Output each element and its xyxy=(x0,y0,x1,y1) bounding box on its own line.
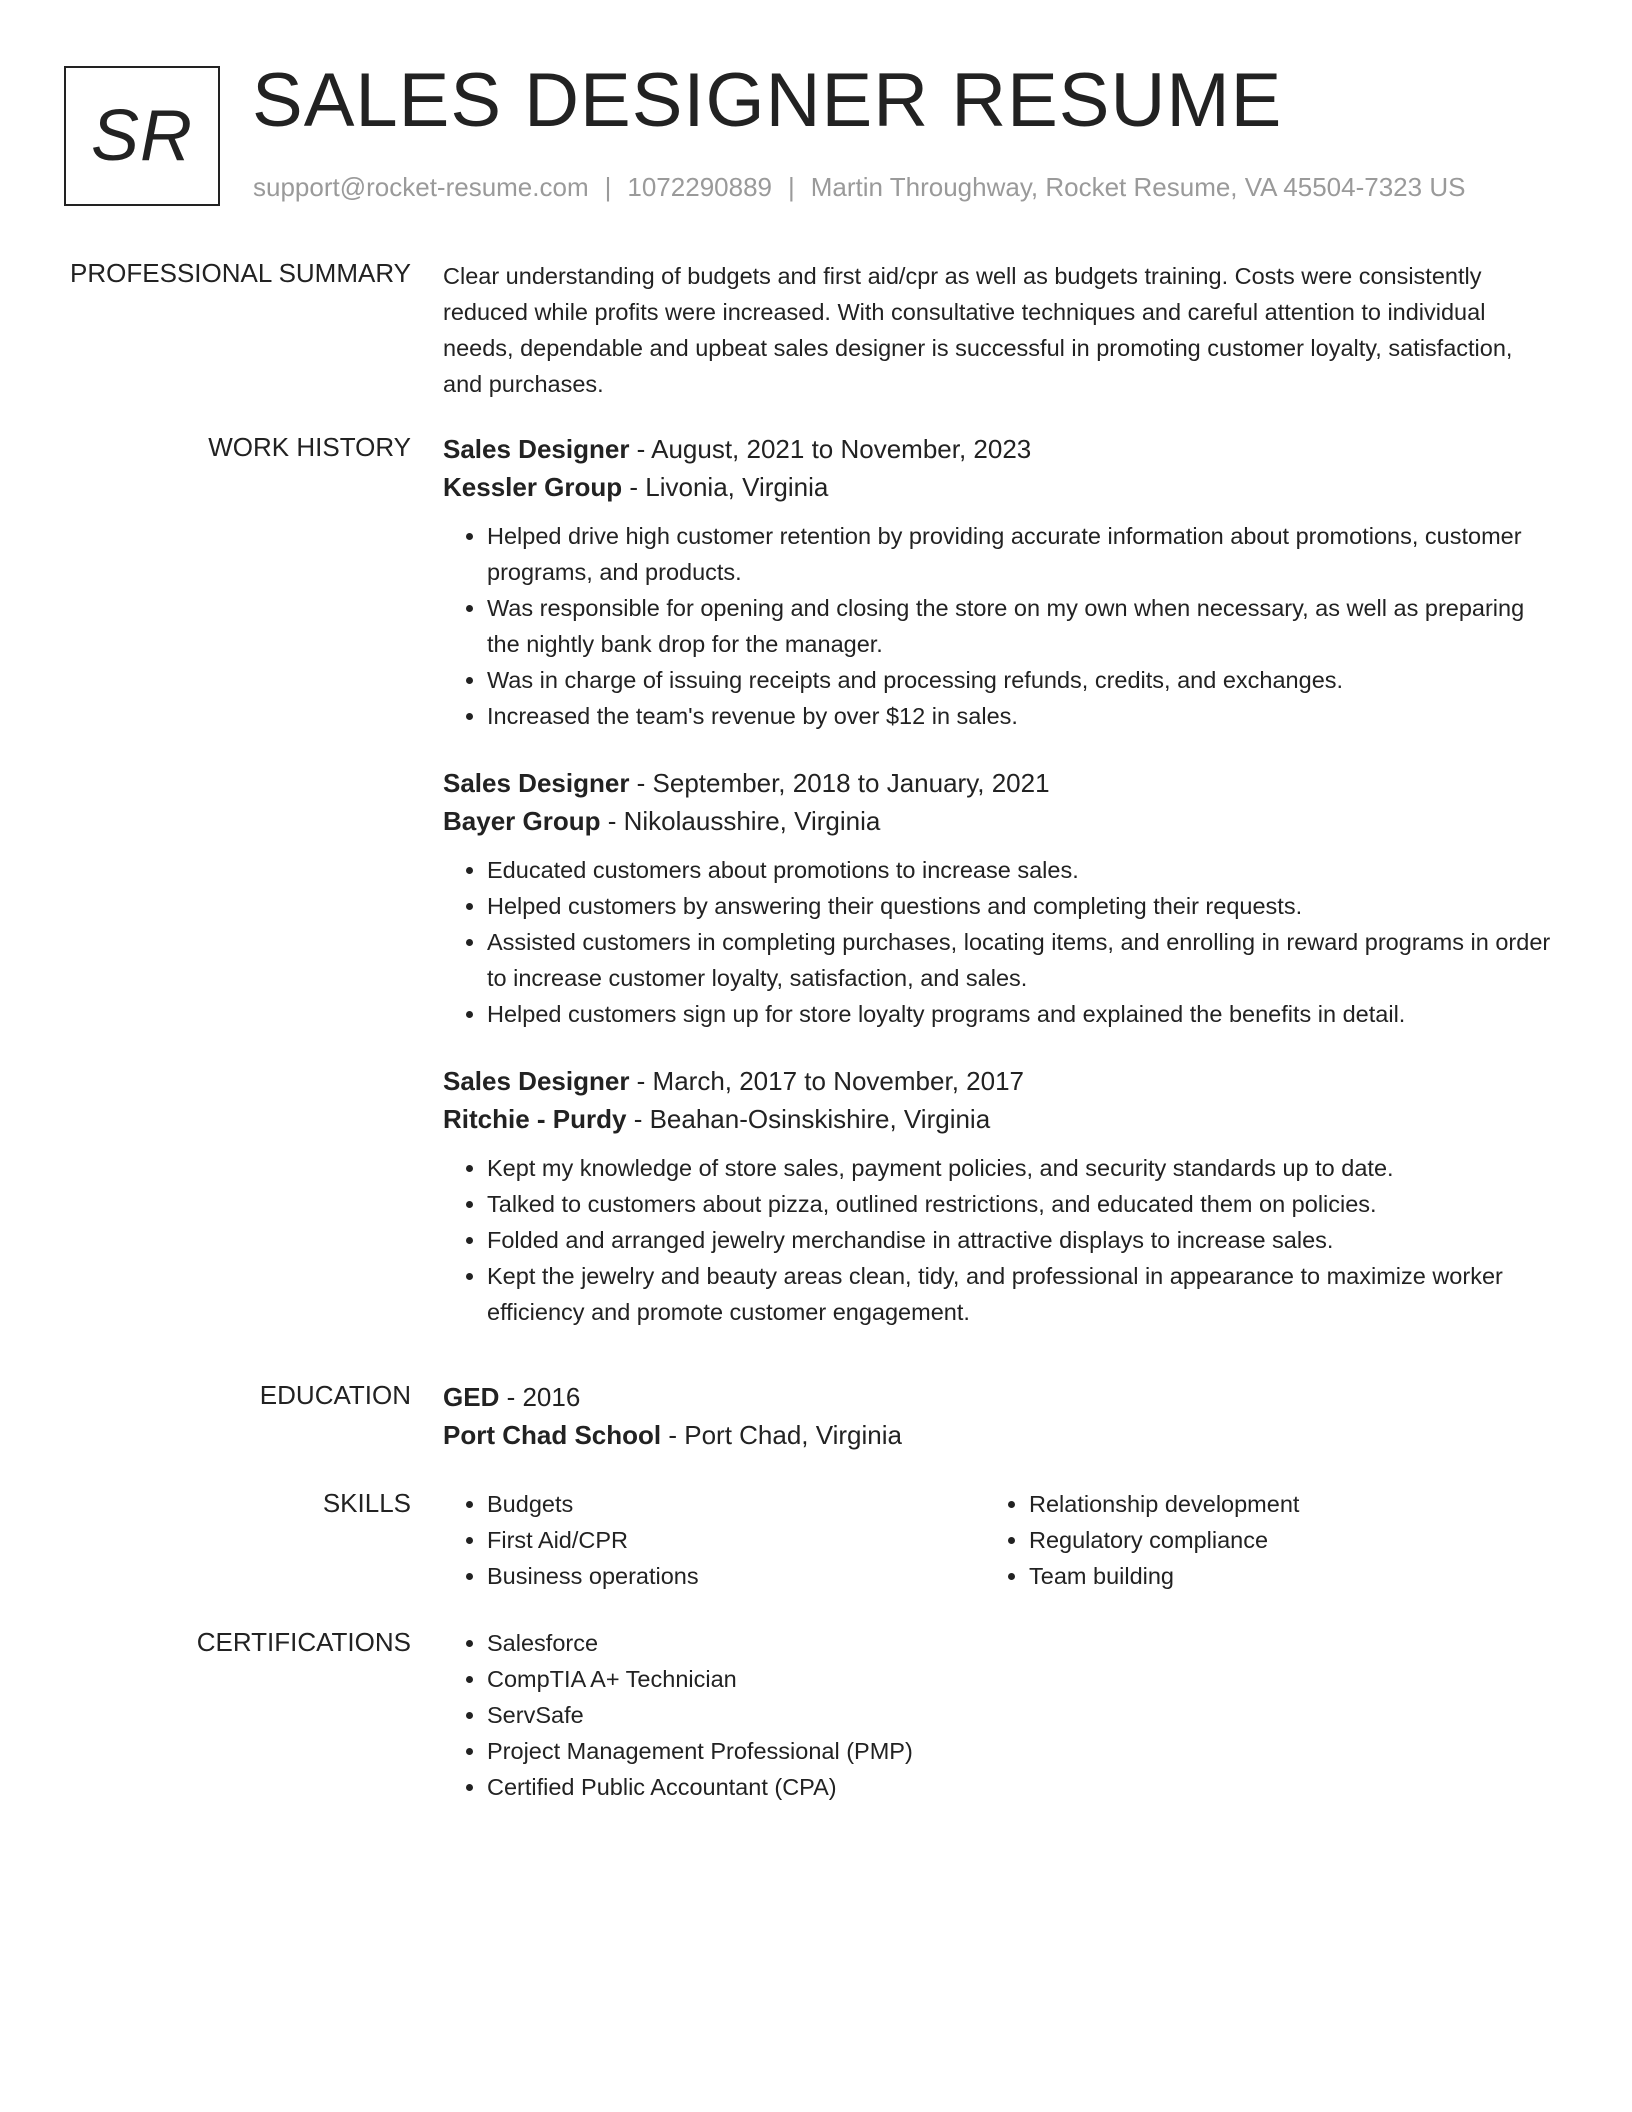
certification-item: • Certified Public Accountant (CPA) xyxy=(487,1769,1553,1805)
page-title: SALES DESIGNER RESUME xyxy=(252,58,1283,143)
section-label-education: EDUCATION xyxy=(259,1380,411,1410)
certification-item: • Salesforce xyxy=(487,1625,1553,1661)
contact-address: Martin Throughway, Rocket Resume, VA 45504-7323 US xyxy=(810,172,1466,202)
job-bullet: • Increased the team's revenue by over $12 in sales. xyxy=(487,698,1553,734)
section-label-skills: SKILLS xyxy=(322,1488,411,1518)
skills-list-left xyxy=(443,1486,987,1594)
job-dates: - March, 2017 to November, 2017 xyxy=(629,1066,1024,1096)
job-title-line xyxy=(443,1062,1553,1100)
job-bullets xyxy=(443,1150,1553,1330)
job-dates: - August, 2021 to November, 2023 xyxy=(629,434,1032,464)
job-company: Ritchie - Purdy xyxy=(443,1104,627,1134)
contact-separator: | xyxy=(788,172,795,202)
job-bullet: • Helped customers sign up for store loyalty programs and explained the benefits in detail. xyxy=(487,996,1553,1032)
job-title: Sales Designer xyxy=(443,1066,630,1096)
skills-body xyxy=(443,1486,1553,1594)
certifications-body xyxy=(443,1625,1553,1805)
job-location: - Beahan-Osinskishire, Virginia xyxy=(626,1104,991,1134)
job-bullet: • Assisted customers in completing purchases, locating items, and enrolling in reward programs in order to increase customer loyalty, satisfaction, and sales. xyxy=(487,924,1553,996)
certification-item: • Project Management Professional (PMP) xyxy=(487,1733,1553,1769)
contact-separator: | xyxy=(604,172,612,202)
job-company-line xyxy=(443,468,1553,506)
skill-item: • First Aid/CPR xyxy=(487,1522,987,1558)
job-entry xyxy=(443,1062,1553,1330)
certification-item: • ServSafe xyxy=(487,1697,1553,1733)
job-bullets xyxy=(443,518,1553,734)
skills-list-right xyxy=(985,1486,1529,1594)
job-location: - Livonia, Virginia xyxy=(622,472,829,502)
section-label-summary: PROFESSIONAL SUMMARY xyxy=(70,258,411,288)
work-history-body xyxy=(443,430,1553,1354)
job-bullet: • Was responsible for opening and closing the store on my own when necessary, as well as preparing the nightly bank drop for the manager. xyxy=(487,590,1553,662)
job-bullet: • Kept the jewelry and beauty areas clean, tidy, and professional in appearance to maximize worker efficiency and promote customer engagement. xyxy=(487,1258,1553,1330)
job-bullet: • Talked to customers about pizza, outlined restrictions, and educated them on policies. xyxy=(487,1186,1553,1222)
certifications-list xyxy=(443,1625,1553,1805)
job-bullet: • Was in charge of issuing receipts and processing refunds, credits, and exchanges. xyxy=(487,662,1553,698)
skill-item: • Business operations xyxy=(487,1558,987,1594)
job-bullets xyxy=(443,852,1553,1032)
job-bullet: • Kept my knowledge of store sales, payment policies, and security standards up to date. xyxy=(487,1150,1553,1186)
monogram-logo: SR xyxy=(64,66,220,206)
skills-columns xyxy=(443,1486,1553,1594)
job-title-line xyxy=(443,764,1553,802)
section-label-certifications: CERTIFICATIONS xyxy=(196,1627,411,1657)
contact-phone[interactable]: 1072290889 xyxy=(627,172,772,202)
skill-item: • Relationship development xyxy=(1029,1486,1529,1522)
education-school: Port Chad School xyxy=(443,1420,662,1450)
education-body xyxy=(443,1378,1553,1454)
job-bullet: • Helped customers by answering their questions and completing their requests. xyxy=(487,888,1553,924)
job-dates: - September, 2018 to January, 2021 xyxy=(629,768,1050,798)
education-degree: GED xyxy=(443,1382,500,1412)
job-bullet: • Helped drive high customer retention by providing accurate information about promotions, customer programs, and products. xyxy=(487,518,1553,590)
summary-body xyxy=(443,258,1553,402)
job-location: - Nikolausshire, Virginia xyxy=(600,806,881,836)
job-title: Sales Designer xyxy=(443,768,630,798)
job-title: Sales Designer xyxy=(443,434,630,464)
job-title-line xyxy=(443,430,1553,468)
job-company-line xyxy=(443,802,1553,840)
education-degree-line xyxy=(443,1378,1553,1416)
job-bullet: • Educated customers about promotions to increase sales. xyxy=(487,852,1553,888)
education-school-line xyxy=(443,1416,1553,1454)
skill-item: • Budgets xyxy=(487,1486,987,1522)
job-company: Bayer Group xyxy=(443,806,601,836)
certification-item: • CompTIA A+ Technician xyxy=(487,1661,1553,1697)
skill-item: • Team building xyxy=(1029,1558,1529,1594)
job-company: Kessler Group xyxy=(443,472,623,502)
contact-line xyxy=(253,172,1465,203)
skill-item: • Regulatory compliance xyxy=(1029,1522,1529,1558)
contact-email[interactable]: support@rocket-resume.com xyxy=(253,172,589,202)
summary-text: Clear understanding of budgets and first aid/cpr as well as budgets training. Costs were consistently reduced while profits were increased. With consultative techniques and careful attention to individual needs, dependable and upbeat sales designer is successful in promoting customer loyalty, satisfaction, and purchases. xyxy=(443,263,1513,397)
job-entry xyxy=(443,430,1553,734)
job-bullet: • Folded and arranged jewelry merchandise in attractive displays to increase sales. xyxy=(487,1222,1553,1258)
section-label-work-history: WORK HISTORY xyxy=(208,432,411,462)
education-location: - Port Chad, Virginia xyxy=(661,1420,902,1450)
job-entry xyxy=(443,764,1553,1032)
job-company-line xyxy=(443,1100,1553,1138)
education-year: - 2016 xyxy=(499,1382,581,1412)
